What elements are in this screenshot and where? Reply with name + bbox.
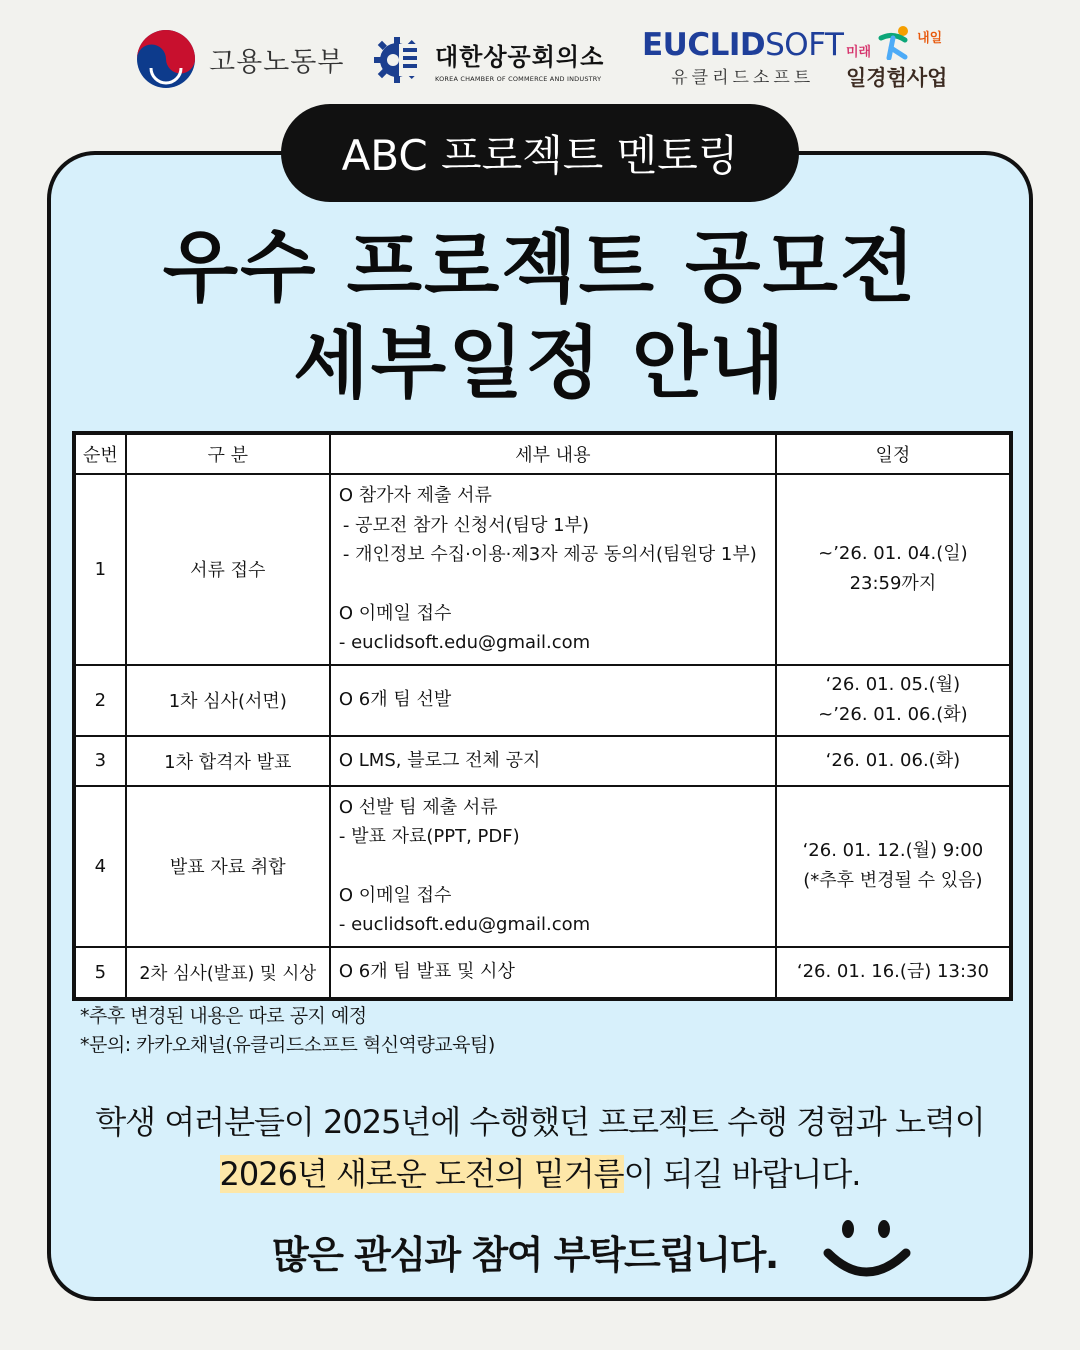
row-schedule bbox=[776, 947, 1011, 999]
detail-line: - 발표 자료(PPT, PDF) bbox=[338, 826, 520, 847]
page-title-line1: 우수 프로젝트 공모전 bbox=[162, 223, 918, 313]
closing-line1: 학생 여러분들이 2025년에 수행했던 프로젝트 수행 경험과 노력이 bbox=[95, 1103, 985, 1141]
highlighted-phrase: 2026년 새로운 도전의 밑거름 bbox=[219, 1155, 624, 1193]
kcci-gear-icon bbox=[373, 36, 423, 84]
row-details bbox=[330, 947, 776, 999]
row-number: 4 bbox=[74, 786, 126, 947]
closing-line2-rest: 이 되길 바랍니다. bbox=[623, 1155, 861, 1193]
detail-line: O 이메일 접수 bbox=[338, 884, 452, 906]
row-number: 1 bbox=[74, 474, 126, 665]
header-category: 구 분 bbox=[126, 433, 330, 474]
table-header-row bbox=[74, 433, 1011, 474]
row-category: 서류 접수 bbox=[126, 474, 330, 665]
header-schedule: 일정 bbox=[776, 433, 1011, 474]
euclid-wordmark-bold: EUCLID bbox=[642, 27, 766, 63]
schedule-line: 23:59까지 bbox=[849, 573, 937, 595]
detail-line: - euclidsoft.edu@gmail.com bbox=[338, 632, 591, 653]
row-schedule bbox=[776, 665, 1011, 736]
schedule-line: ‘26. 01. 12.(월) 9:00 bbox=[802, 840, 984, 861]
header-no: 순번 bbox=[74, 433, 126, 474]
schedule-line: ~’26. 01. 06.(화) bbox=[818, 704, 968, 725]
schedule-table bbox=[72, 431, 1013, 1001]
mirae-naeil-logo bbox=[846, 24, 947, 92]
kcci-english-name: KOREA CHAMBER OF COMMERCE AND INDUSTRY bbox=[435, 75, 602, 83]
header-details: 세부 내용 bbox=[330, 433, 776, 474]
row-details bbox=[330, 474, 776, 665]
row-details bbox=[330, 786, 776, 947]
table-row bbox=[74, 736, 1011, 786]
row-number: 3 bbox=[74, 736, 126, 786]
detail-line: O 이메일 접수 bbox=[338, 602, 452, 624]
moel-name: 고용노동부 bbox=[209, 46, 345, 78]
running-figure-icon bbox=[875, 24, 915, 60]
euclid-wordmark-light: SOFT bbox=[765, 27, 844, 63]
detail-line: O 6개 팀 발표 및 시상 bbox=[338, 961, 515, 983]
kcci-logo bbox=[373, 36, 604, 84]
row-details bbox=[330, 736, 776, 786]
program-pill: ABC 프로젝트 멘토링 bbox=[281, 104, 799, 202]
row-number: 5 bbox=[74, 947, 126, 999]
row-category: 발표 자료 취합 bbox=[126, 786, 330, 947]
schedule-line: ~’26. 01. 04.(일) bbox=[818, 543, 968, 565]
mirae-program-name: 일경험사업 bbox=[846, 66, 948, 90]
detail-line: - 공모전 참가 신청서(팀당 1부) bbox=[342, 514, 590, 536]
logo-bar bbox=[0, 24, 1080, 104]
schedule-line: ‘26. 01. 05.(월) bbox=[825, 674, 961, 695]
row-category: 1차 합격자 발표 bbox=[126, 736, 330, 786]
table-row bbox=[74, 474, 1011, 665]
footnote-contact: *문의: 카카오채널(유클리드소프트 혁신역량교육팀) bbox=[80, 1034, 495, 1056]
row-details bbox=[330, 665, 776, 736]
moel-emblem-icon bbox=[135, 28, 197, 90]
schedule-line: (*추후 변경될 수 있음) bbox=[803, 870, 983, 891]
mirae-label: 미래 bbox=[846, 45, 872, 60]
row-category: 1차 심사(서면) bbox=[126, 665, 330, 736]
detail-line: O 선발 팀 제출 서류 bbox=[338, 796, 498, 818]
schedule-line: ‘26. 01. 06.(화) bbox=[825, 749, 961, 771]
page-title-line2: 세부일정 안내 bbox=[293, 319, 787, 409]
row-category: 2차 심사(발표) 및 시상 bbox=[126, 947, 330, 999]
row-schedule bbox=[776, 474, 1011, 665]
footnotes bbox=[80, 1002, 495, 1060]
naeil-label: 내일 bbox=[917, 31, 943, 46]
kcci-name: 대한상공회의소 bbox=[435, 43, 605, 71]
row-number: 2 bbox=[74, 665, 126, 736]
detail-line: - euclidsoft.edu@gmail.com bbox=[338, 914, 591, 935]
detail-line: O 6개 팀 선발 bbox=[338, 689, 452, 711]
closing-line2 bbox=[0, 1149, 1080, 1195]
detail-line: O LMS, 블로그 전체 공지 bbox=[338, 749, 541, 771]
smiley-face-icon bbox=[820, 1217, 912, 1283]
moel-logo bbox=[135, 28, 344, 90]
table-row bbox=[74, 786, 1011, 947]
euclidsoft-logo bbox=[642, 29, 843, 88]
table-row bbox=[74, 665, 1011, 736]
footnote-change: *추후 변경된 내용은 따로 공지 예정 bbox=[80, 1005, 367, 1027]
row-schedule bbox=[776, 786, 1011, 947]
detail-line: O 참가자 제출 서류 bbox=[338, 485, 492, 506]
table-row bbox=[74, 947, 1011, 999]
closing-final: 많은 관심과 참여 부탁드립니다. bbox=[272, 1233, 778, 1277]
detail-line: - 개인정보 수집·이용·제3자 제공 동의서(팀원당 1부) bbox=[342, 544, 757, 565]
row-schedule bbox=[776, 736, 1011, 786]
euclid-korean-name: 유클리드소프트 bbox=[671, 68, 815, 88]
schedule-line: ‘26. 01. 16.(금) 13:30 bbox=[796, 961, 989, 982]
